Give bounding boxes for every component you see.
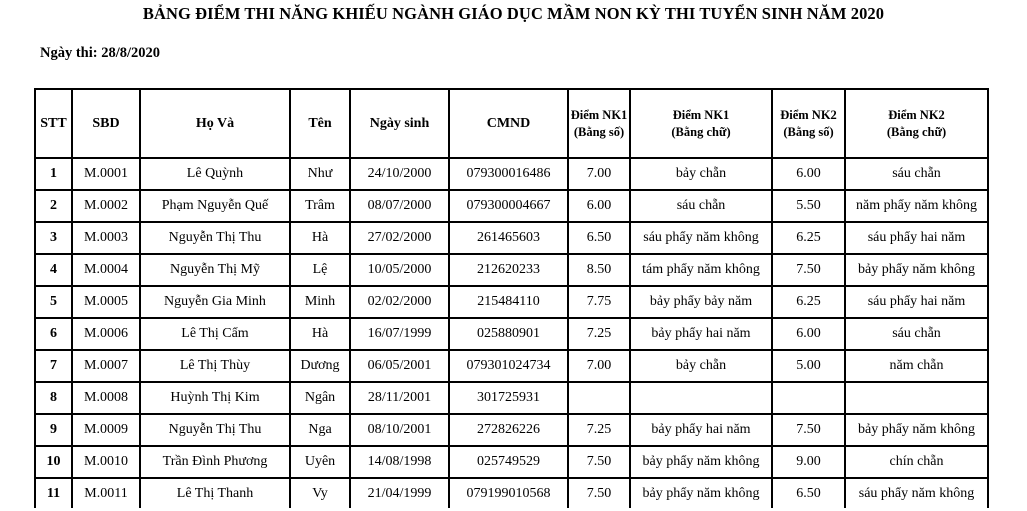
- cell-stt: 5: [35, 286, 72, 318]
- cell-ho-va: Lê Thị Cẩm: [140, 318, 290, 350]
- cell-ho-va: Lê Thị Thanh: [140, 478, 290, 508]
- cell-sbd: M.0005: [72, 286, 140, 318]
- cell-ngay-sinh: 10/05/2000: [350, 254, 449, 286]
- cell-sbd: M.0007: [72, 350, 140, 382]
- cell-ten: Ngân: [290, 382, 350, 414]
- cell-nk1-chu: bảy phẩy năm không: [630, 478, 772, 508]
- header-nk2-chu: [845, 89, 988, 158]
- cell-sbd: M.0011: [72, 478, 140, 508]
- cell-stt: 4: [35, 254, 72, 286]
- cell-ten: Dương: [290, 350, 350, 382]
- table-row: [35, 318, 988, 350]
- cell-cmnd: 301725931: [449, 382, 568, 414]
- cell-ngay-sinh: 14/08/1998: [350, 446, 449, 478]
- cell-nk1-chu: sáu chẵn: [630, 190, 772, 222]
- table-row: [35, 222, 988, 254]
- cell-nk2-chu: bảy phẩy năm không: [845, 254, 988, 286]
- cell-ngay-sinh: 27/02/2000: [350, 222, 449, 254]
- header-nk2-so-line2: (Bằng số): [783, 124, 834, 139]
- cell-nk2-chu: sáu phẩy năm không: [845, 478, 988, 508]
- header-nk2-so-line1: Điểm NK2: [780, 107, 837, 122]
- cell-stt: 2: [35, 190, 72, 222]
- cell-ngay-sinh: 28/11/2001: [350, 382, 449, 414]
- header-nk2-chu-line2: (Bằng chữ): [886, 124, 947, 139]
- cell-stt: 9: [35, 414, 72, 446]
- cell-sbd: M.0010: [72, 446, 140, 478]
- table-row: [35, 478, 988, 508]
- cell-nk2-chu: sáu phẩy hai năm: [845, 286, 988, 318]
- cell-nk2-so: 7.50: [772, 254, 845, 286]
- cell-cmnd: 212620233: [449, 254, 568, 286]
- cell-ho-va: Lê Quỳnh: [140, 158, 290, 190]
- cell-nk1-chu: sáu phẩy năm không: [630, 222, 772, 254]
- table-row: [35, 446, 988, 478]
- cell-nk2-chu: bảy phẩy năm không: [845, 414, 988, 446]
- cell-nk1-so: 7.25: [568, 318, 630, 350]
- cell-nk2-chu: năm chẵn: [845, 350, 988, 382]
- cell-sbd: M.0001: [72, 158, 140, 190]
- header-nk2-chu-line1: Điểm NK2: [888, 107, 945, 122]
- cell-nk1-so: 7.25: [568, 414, 630, 446]
- cell-ngay-sinh: 21/04/1999: [350, 478, 449, 508]
- cell-ten: Trâm: [290, 190, 350, 222]
- cell-ten: Hà: [290, 318, 350, 350]
- cell-ten: Vy: [290, 478, 350, 508]
- cell-ten: Nga: [290, 414, 350, 446]
- cell-sbd: M.0008: [72, 382, 140, 414]
- cell-ho-va: Nguyễn Gia Minh: [140, 286, 290, 318]
- cell-stt: 11: [35, 478, 72, 508]
- table-row: [35, 286, 988, 318]
- cell-ten: Như: [290, 158, 350, 190]
- score-table: [34, 88, 989, 508]
- cell-nk1-so: 7.50: [568, 478, 630, 508]
- cell-ho-va: Nguyễn Thị Mỹ: [140, 254, 290, 286]
- cell-ngay-sinh: 24/10/2000: [350, 158, 449, 190]
- table-row: [35, 158, 988, 190]
- cell-ngay-sinh: 08/10/2001: [350, 414, 449, 446]
- cell-sbd: M.0004: [72, 254, 140, 286]
- table-row: [35, 414, 988, 446]
- header-nk1-chu-line2: (Bằng chữ): [671, 124, 731, 139]
- header-row: [35, 89, 988, 158]
- header-nk1-so: [568, 89, 630, 158]
- header-nk1-chu-line1: Điểm NK1: [672, 107, 730, 122]
- page-title: BẢNG ĐIỂM THI NĂNG KHIẾU NGÀNH GIÁO DỤC MẦM NON KỲ THI TUYỂN SINH NĂM 2020: [142, 4, 885, 23]
- cell-nk1-so: 7.75: [568, 286, 630, 318]
- cell-sbd: M.0003: [72, 222, 140, 254]
- cell-nk1-so: 7.00: [568, 158, 630, 190]
- cell-nk2-so: 7.50: [772, 414, 845, 446]
- cell-cmnd: 025880901: [449, 318, 568, 350]
- cell-cmnd: 215484110: [449, 286, 568, 318]
- cell-nk1-so: [568, 382, 630, 414]
- header-cmnd: CMND: [449, 89, 568, 158]
- cell-nk2-so: 5.00: [772, 350, 845, 382]
- cell-sbd: M.0002: [72, 190, 140, 222]
- cell-nk1-chu: bảy chẵn: [630, 350, 772, 382]
- header-ho-va: Họ Và: [140, 89, 290, 158]
- cell-stt: 10: [35, 446, 72, 478]
- cell-nk1-so: 8.50: [568, 254, 630, 286]
- cell-nk2-so: 6.00: [772, 158, 845, 190]
- cell-nk1-so: 6.00: [568, 190, 630, 222]
- cell-ho-va: Trần Đình Phương: [140, 446, 290, 478]
- cell-nk2-so: 6.50: [772, 478, 845, 508]
- cell-sbd: M.0006: [72, 318, 140, 350]
- cell-ho-va: Nguyễn Thị Thu: [140, 414, 290, 446]
- cell-stt: 8: [35, 382, 72, 414]
- cell-nk2-chu: [845, 382, 988, 414]
- cell-nk1-chu: bảy phẩy hai năm: [630, 318, 772, 350]
- header-stt: STT: [35, 89, 72, 158]
- cell-ten: Hà: [290, 222, 350, 254]
- table-row: [35, 254, 988, 286]
- cell-nk2-so: 9.00: [772, 446, 845, 478]
- cell-nk1-so: 6.50: [568, 222, 630, 254]
- cell-ten: Minh: [290, 286, 350, 318]
- cell-cmnd: 079301024734: [449, 350, 568, 382]
- cell-cmnd: 079300004667: [449, 190, 568, 222]
- cell-nk2-so: [772, 382, 845, 414]
- cell-ten: Lệ: [290, 254, 350, 286]
- cell-ho-va: Huỳnh Thị Kim: [140, 382, 290, 414]
- cell-ten: Uyên: [290, 446, 350, 478]
- cell-nk2-so: 6.25: [772, 222, 845, 254]
- header-ten: Tên: [290, 89, 350, 158]
- header-nk1-so-line2: (Bằng số): [573, 124, 625, 139]
- cell-ho-va: Phạm Nguyễn Quế: [140, 190, 290, 222]
- cell-stt: 3: [35, 222, 72, 254]
- cell-sbd: M.0009: [72, 414, 140, 446]
- cell-ngay-sinh: 06/05/2001: [350, 350, 449, 382]
- cell-cmnd: 261465603: [449, 222, 568, 254]
- cell-ngay-sinh: 02/02/2000: [350, 286, 449, 318]
- header-nk1-chu: [630, 89, 772, 158]
- exam-date: Ngày thi: 28/8/2020: [40, 45, 161, 61]
- cell-nk1-chu: [630, 382, 772, 414]
- cell-nk1-chu: bảy chẵn: [630, 158, 772, 190]
- table-row: [35, 190, 988, 222]
- header-ngay-sinh: Ngày sinh: [350, 89, 449, 158]
- header-nk2-so: [772, 89, 845, 158]
- cell-nk2-chu: năm phẩy năm không: [845, 190, 988, 222]
- cell-nk2-so: 5.50: [772, 190, 845, 222]
- cell-stt: 7: [35, 350, 72, 382]
- cell-ngay-sinh: 16/07/1999: [350, 318, 449, 350]
- cell-nk2-chu: sáu chẵn: [845, 318, 988, 350]
- table-row: [35, 350, 988, 382]
- cell-cmnd: 079300016486: [449, 158, 568, 190]
- table-row: [35, 382, 988, 414]
- cell-nk1-chu: bảy phẩy năm không: [630, 446, 772, 478]
- cell-nk1-so: 7.00: [568, 350, 630, 382]
- cell-nk1-chu: bảy phẩy bảy năm: [630, 286, 772, 318]
- cell-nk1-chu: tám phẩy năm không: [630, 254, 772, 286]
- cell-ngay-sinh: 08/07/2000: [350, 190, 449, 222]
- header-sbd: SBD: [72, 89, 140, 158]
- cell-cmnd: 025749529: [449, 446, 568, 478]
- cell-nk2-chu: sáu chẵn: [845, 158, 988, 190]
- cell-nk1-chu: bảy phẩy hai năm: [630, 414, 772, 446]
- cell-ho-va: Nguyễn Thị Thu: [140, 222, 290, 254]
- cell-cmnd: 272826226: [449, 414, 568, 446]
- cell-ho-va: Lê Thị Thùy: [140, 350, 290, 382]
- cell-stt: 6: [35, 318, 72, 350]
- cell-nk2-so: 6.00: [772, 318, 845, 350]
- cell-stt: 1: [35, 158, 72, 190]
- cell-nk2-so: 6.25: [772, 286, 845, 318]
- header-nk1-so-line1: Điểm NK1: [570, 107, 628, 122]
- cell-nk2-chu: sáu phẩy hai năm: [845, 222, 988, 254]
- cell-cmnd: 079199010568: [449, 478, 568, 508]
- cell-nk2-chu: chín chẵn: [845, 446, 988, 478]
- cell-nk1-so: 7.50: [568, 446, 630, 478]
